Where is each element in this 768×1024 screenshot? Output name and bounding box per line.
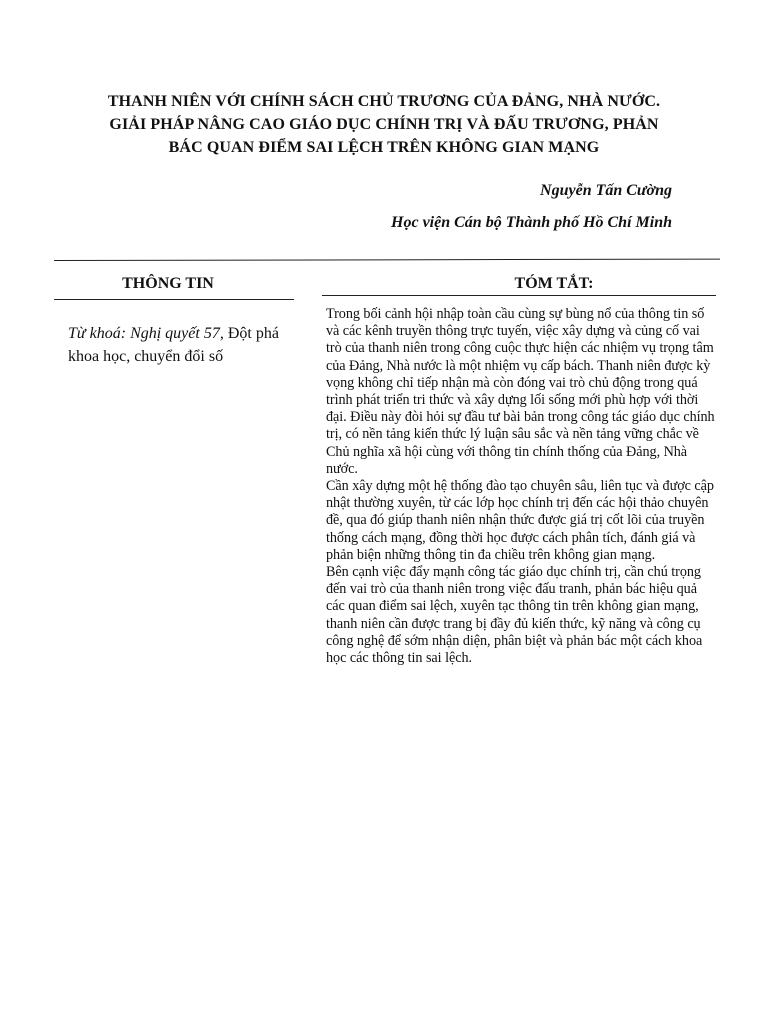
- abstract-heading-rule: [322, 295, 716, 296]
- author-institution: Học viện Cán bộ Thành phố Hồ Chí Minh: [391, 214, 672, 231]
- abstract-paragraph: Bên cạnh việc đẩy mạnh công tác giáo dục chính trị, cần chú trọng đến vai trò của thanh niên trong việc đấu tranh, phản bác hiệu quả các quan điểm sai lệch, xuyên tạc thông tin trên không gian mạng, thanh niên cần được trang bị đầy đủ kiến thức, kỹ năng và công cụ công nghệ để sớm nhận diện, phân biệt và phản bác một cách khoa học các thông tin sai lệch.: [326, 564, 703, 667]
- abstract-paragraph: Trong bối cảnh hội nhập toàn cầu cùng sự bùng nổ của thông tin số và các kênh truyền thông trực tuyến, việc xây dựng và củng cố vai trò của thanh niên trong công cuộc thực hiện các nhiệm vụ trọng tâm của Đảng, Nhà nước là một nhiệm vụ cấp bách. Thanh niên được kỳ vọng không chỉ tiếp nhận mà còn đóng vai trò chủ động trong quá trình phát triển tri thức và xây dựng lối sống mới phù hợp với thời đại. Điều này đòi hỏi sự đầu tư bài bản trong công tác giáo dục chính trị, có nền tảng kiến thức lý luận sâu sắc và nền tảng vững chắc về Chủ nghĩa xã hội cùng với thông tin chính thống của Đảng, Nhà nước.: [326, 306, 715, 477]
- paper-title: THANH NIÊN VỚI CHÍNH SÁCH CHỦ TRƯƠNG CỦA ĐẢNG, NHÀ NƯỚC. GIẢI PHÁP NÂNG CAO GIÁO DỤC CHÍNH TRỊ VÀ ĐẤU TRƯƠNG, PHẢN BÁC QUAN ĐIỂM SAI LỆCH TRÊN KHÔNG GIAN MẠNG: [107, 93, 661, 156]
- abstract-column-heading: TÓM TẮT:: [514, 275, 594, 292]
- author-name: Nguyễn Tấn Cường: [540, 182, 672, 199]
- abstract-body: [326, 306, 716, 667]
- keywords-rest: Đột phá khoa học, chuyển đổi số: [68, 325, 279, 365]
- top-rule-divider: [54, 259, 720, 261]
- keywords-label: Từ khoá:: [68, 325, 127, 342]
- keyword-first: Nghị quyết 57,: [130, 325, 224, 342]
- info-heading-rule: [54, 299, 294, 300]
- info-column-heading: THÔNG TIN: [122, 275, 214, 292]
- abstract-paragraph: Cần xây dựng một hệ thống đào tạo chuyên sâu, liên tục và được cập nhật thường xuyên, từ các lớp học chính trị đến các hội thảo chuyên đề, qua đó giúp thanh niên nhận thức được giá trị cốt lõi của truyền thống cách mạng, đồng thời học được cách phân tích, đánh giá và phản biện những thông tin đa chiều trên không gian mạng.: [326, 478, 714, 563]
- keywords-block: [68, 322, 290, 368]
